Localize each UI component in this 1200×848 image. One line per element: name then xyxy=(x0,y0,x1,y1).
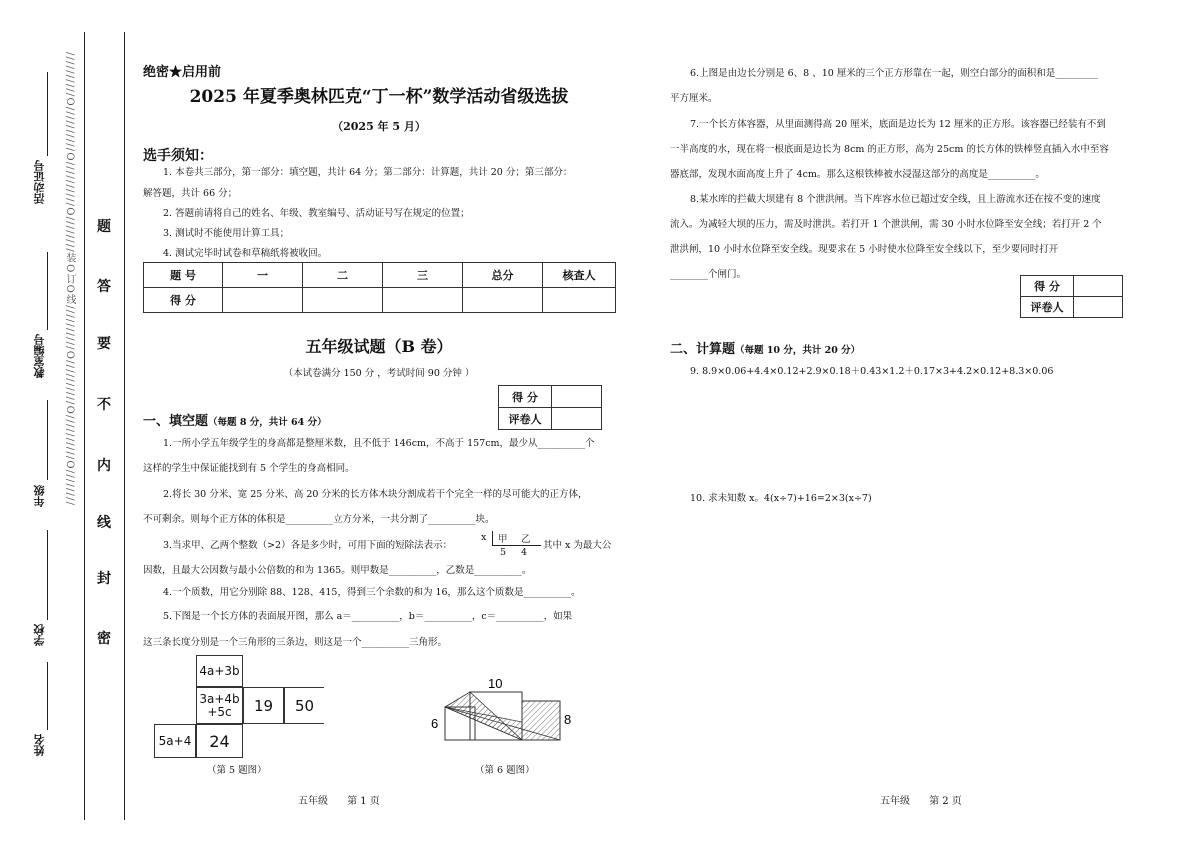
score-cell[interactable] xyxy=(543,288,616,313)
q8-line4: ________个闸门。 xyxy=(670,269,747,280)
note-line: 3. 测试时不能使用计算工具； xyxy=(163,228,290,239)
q7-line2: 一半高度的水，现在将一根底面是边长为 8cm 的正方形，高为 25cm 的长方体的铁棒竖直插入水中至容 xyxy=(670,144,1109,155)
binding-line-inner xyxy=(84,32,85,820)
grader-score-cell[interactable] xyxy=(552,386,602,408)
fig6-caption: （第 6 题图） xyxy=(475,765,535,776)
grader-box-2 xyxy=(1020,275,1123,318)
section1-heading xyxy=(143,410,327,429)
seal-char: 不 xyxy=(97,397,111,413)
q7-line1: 7.一个长方体容器，从里面测得高 20 厘米，底面是边长为 12 厘米的正方形。该容器已经装有不到 xyxy=(690,119,1106,130)
grader-score-label: 得 分 xyxy=(499,386,552,408)
q3-line2: 因数，且最大公因数与最小公倍数的和为 1365。则甲数是__________，乙数是__________。 xyxy=(143,565,532,576)
activity-id-underline[interactable] xyxy=(47,72,48,156)
net-face-24 xyxy=(196,724,243,758)
seal-dash-line: / / / / / / / / / / O / / / / / / / / / / O / / / / / / / / / / O / / / / / / / / 装 O 订 O 线 / / / / / / / / / / O / / / / / / / / / / O / / / / / / / / / / O / / / / / / / / xyxy=(64,52,75,505)
section2-heading xyxy=(670,338,860,357)
note-line: 解答题，共计 66 分； xyxy=(143,188,238,199)
net-face-3a4b5c xyxy=(196,687,243,724)
score-cell[interactable] xyxy=(383,288,463,313)
net-face-19-label: 19 xyxy=(253,696,274,715)
short-division-5: 5 xyxy=(500,547,507,558)
exam-title: 2025 年夏季奥林匹克“丁一杯”数学活动省级选拔 xyxy=(189,87,569,107)
exam-date: （2025 年 5 月） xyxy=(332,120,426,133)
fig6-label-10: 10 xyxy=(488,676,503,691)
score-cell[interactable] xyxy=(463,288,543,313)
grader-name-cell[interactable] xyxy=(552,408,602,430)
section2-note: （每题 10 分，共计 20 分） xyxy=(735,345,861,356)
q6-line2: 平方厘米。 xyxy=(670,93,718,104)
grader-name-label: 评卷人 xyxy=(1021,297,1074,318)
score-header: 一 xyxy=(223,263,303,288)
short-division-x: x xyxy=(481,532,487,543)
seal-char: 内 xyxy=(97,458,111,474)
score-header: 核查人 xyxy=(543,263,616,288)
q6-line1: 6.上图是由边长分别是 6、8 、10 厘米的三个正方形靠在一起，则空白部分的面积和是_________ xyxy=(690,68,1099,79)
net-face-50 xyxy=(284,687,324,724)
fig6-label-6: 6 xyxy=(431,716,439,731)
name-underline[interactable] xyxy=(47,662,48,730)
q4: 4.一个质数，用它分别除 88、128、415，得到三个余数的和为 16，那么这个质数是__________。 xyxy=(163,587,581,598)
fig6-label-8: 8 xyxy=(564,712,572,727)
classroom-number-underline[interactable] xyxy=(47,252,48,330)
q1-line2: 这样的学生中保证能找到有 5 个学生的身高相同。 xyxy=(143,463,355,474)
short-division-yi: 乙 xyxy=(521,534,531,545)
net-face-3a4b5c-label1: 3a+4b xyxy=(199,691,240,706)
seal-char: 答 xyxy=(97,279,111,295)
grader-box-1 xyxy=(498,385,602,430)
score-table xyxy=(143,262,616,313)
q8-line1: 8.某水库的拦截大坝建有 8 个泄洪闸。当下库容水位已超过安全线，且上游流水还在按不变的速度 xyxy=(690,194,1101,205)
score-header: 总分 xyxy=(463,263,543,288)
score-header: 题 号 xyxy=(144,263,223,288)
net-face-50-label: 50 xyxy=(294,696,315,715)
grade-underline[interactable] xyxy=(47,400,48,480)
label-school: 学校 xyxy=(33,624,46,646)
q2-line2: 不可剩余。则每个正方体的体积是__________立方分米，一共分割了__________块。 xyxy=(143,514,495,525)
binding-line-outer xyxy=(124,32,125,820)
seal-char: 密 xyxy=(97,631,111,647)
net-face-5a4-label: 5a+4 xyxy=(158,734,192,748)
note-line: 4. 测试完毕时试卷和草稿纸将被收回。 xyxy=(163,248,328,259)
seal-char: 线 xyxy=(97,515,111,531)
score-cell[interactable] xyxy=(223,288,303,313)
net-face-5a4 xyxy=(154,724,196,758)
grade-subtitle: （本试卷满分 150 分 ，考试时间 90 分钟 ） xyxy=(283,368,475,379)
net-face-4a3b-label: 4a+3b xyxy=(199,664,240,678)
q8-line3: 泄洪闸，10 小时水位降至安全线。现要求在 5 小时使水位降至安全线以下，至少要同时打开 xyxy=(670,244,1059,255)
q8-line2: 流入。为减轻大坝的压力，需及时泄洪。若打开 1 个泄洪闸，需 30 小时水位降至安全线；若打开 2 个 xyxy=(670,219,1102,230)
q3-line1-pre: 3.当求甲、乙两个整数（>2）各是多少时，可用下面的短除法表示： xyxy=(163,540,453,551)
grader-name-cell[interactable] xyxy=(1074,297,1123,318)
q10: 10. 求未知数 x。4(x÷7)+16=2×3(x÷7) xyxy=(690,493,872,504)
fig5-caption: （第 5 题图） xyxy=(207,765,267,776)
confidential-mark: 绝密★启用前 xyxy=(143,65,222,80)
score-header: 二 xyxy=(303,263,383,288)
q3-line1-post: 其中 x 为最大公 xyxy=(543,540,612,551)
grade-title: 五年级试题（B 卷） xyxy=(305,337,453,356)
net-face-3a4b5c-label2: +5c xyxy=(207,704,232,719)
label-grade: 年级 xyxy=(33,485,46,507)
page-footer-left: 五年级 第 1 页 xyxy=(298,796,380,807)
page-footer-right: 五年级 第 2 页 xyxy=(880,796,962,807)
score-row-label: 得 分 xyxy=(144,288,223,313)
fig6-squares-diagram xyxy=(425,670,585,770)
grader-score-cell[interactable] xyxy=(1074,276,1123,297)
label-classroom-number: 教室编号 xyxy=(33,334,46,378)
net-face-24-label: 24 xyxy=(209,731,230,751)
grader-name-label: 评卷人 xyxy=(499,408,552,430)
seal-char: 封 xyxy=(97,571,111,587)
q1-line1: 1.一所小学五年级学生的身高都是整厘米数，且不低于 146cm，不高于 157cm，最少从__________个 xyxy=(163,438,595,449)
short-division-jia: 甲 xyxy=(498,534,508,545)
note-line: 1. 本卷共三部分，第一部分：填空题，共计 64 分；第二部分：计算题，共计 20 分；第三部分： xyxy=(163,167,573,178)
label-name: 姓名 xyxy=(33,734,46,756)
section1-note: （每题 8 分，共计 64 分） xyxy=(208,417,327,428)
net-face-19 xyxy=(243,687,284,724)
net-face-4a3b xyxy=(196,655,243,687)
short-division-4: 4 xyxy=(521,547,528,558)
q5-line2: 这三条长度分别是一个三角形的三条边，则这是一个__________三角形。 xyxy=(143,637,448,648)
section2-title: 二、计算题 xyxy=(670,342,736,357)
short-division-diagram xyxy=(480,529,540,561)
notes-heading: 选手须知： xyxy=(143,148,213,164)
seal-char: 题 xyxy=(97,219,111,235)
seal-char: 要 xyxy=(97,336,111,352)
grader-score-label: 得 分 xyxy=(1021,276,1074,297)
note-line: 2. 答题前请将自己的姓名、年级、教室编号、活动证号写在规定的位置； xyxy=(163,208,470,219)
score-header: 三 xyxy=(383,263,463,288)
section1-title: 一、填空题 xyxy=(143,414,209,429)
q2-line1: 2.将长 30 分米、宽 25 分米、高 20 分米的长方体木块分割成若干个完全一样的尽可能大的正方体， xyxy=(163,489,588,500)
q5-line1: 5.下图是一个长方体的表面展开图，那么 a＝__________，b＝__________，c＝__________，如果 xyxy=(163,611,573,622)
score-cell[interactable] xyxy=(303,288,383,313)
label-activity-id: 活动证号 xyxy=(33,160,46,204)
q9: 9. 8.9×0.06+4.4×0.12+2.9×0.18＋0.43×1.2＋0.17×3+4.2×0.12+8.3×0.06 xyxy=(690,366,1054,377)
school-underline[interactable] xyxy=(47,530,48,620)
q7-line3: 器底部，发现水面高度上升了 4cm。那么这根铁棒被水浸湿这部分的高度是__________。 xyxy=(670,169,1045,180)
